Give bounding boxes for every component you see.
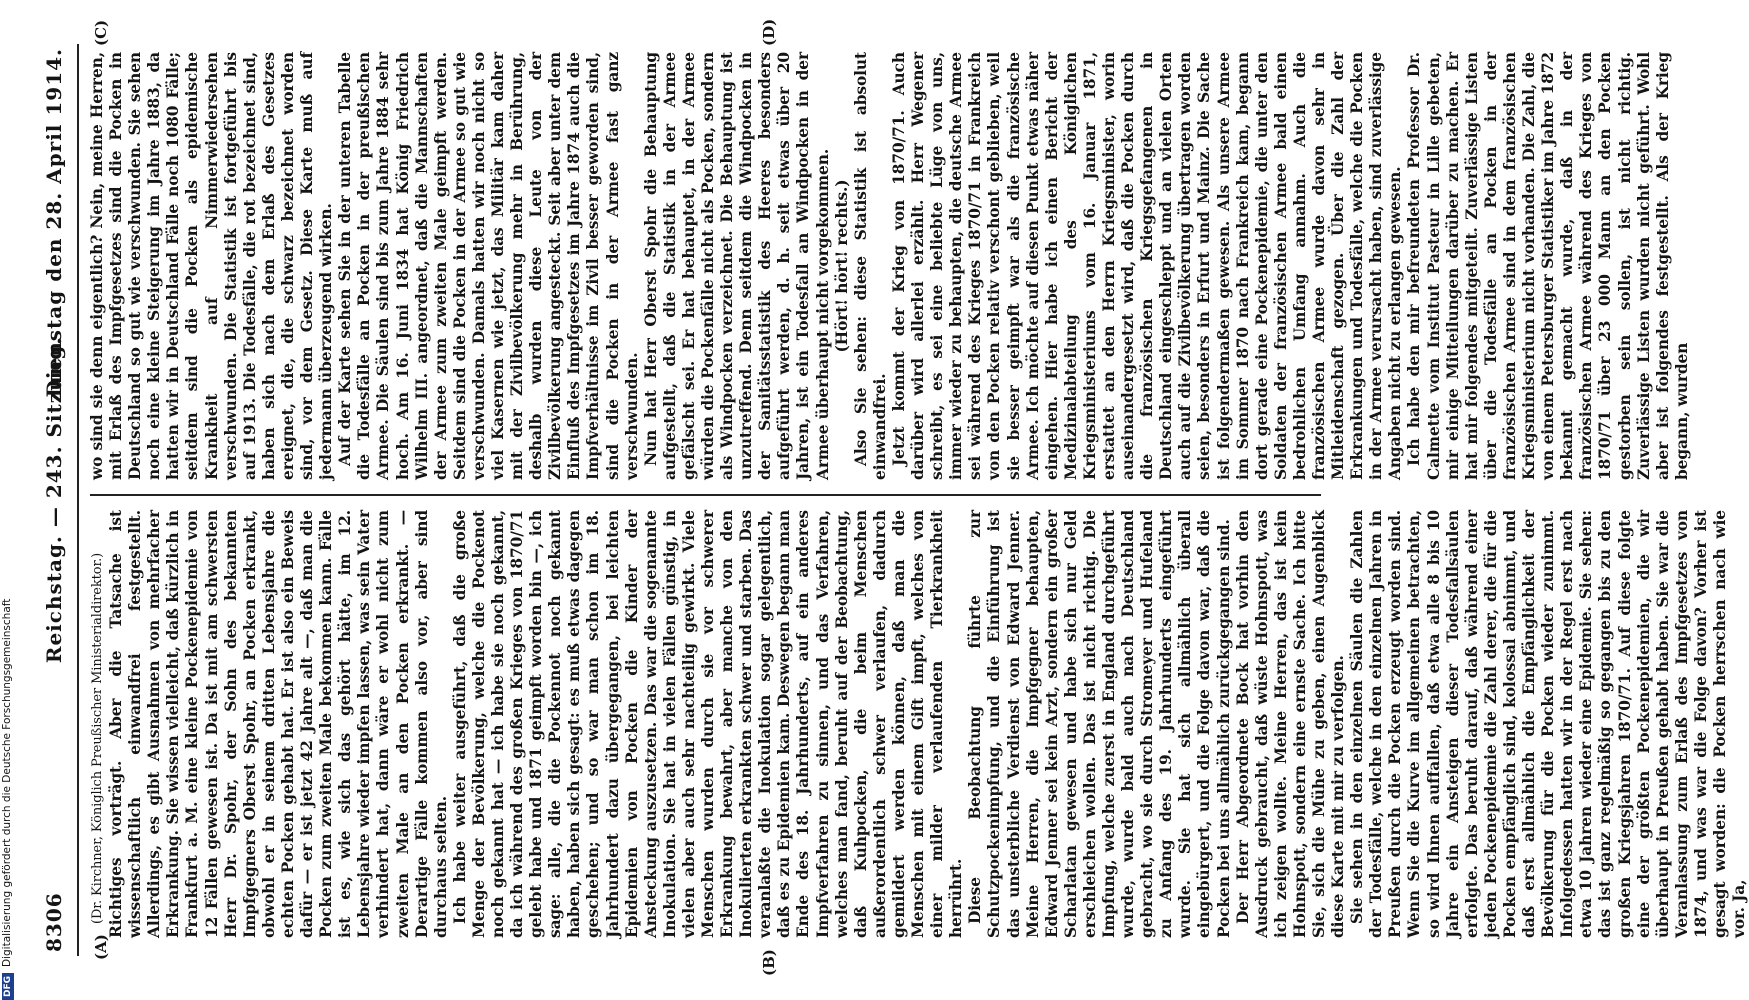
paragraph: Also Sie sehen: diese Statistik ist absolut einwandfrei. <box>851 52 889 480</box>
running-title: Reichstag. — 243. Sitzung. <box>42 336 66 664</box>
paragraph: Jetzt kommt der Krieg von 1870/71. Auch darüber wird allerlei erzählt. Herr Wegener schreibt, es sei eine beliebte Lüge von uns, immer wieder zu behaupten, die deutsche Armee sei während des Krieges 1870/71 in Frankreich von den Pocken relativ verschont geblieben, weil sie besser geimpft war als die französische Armee. Ich möchte auf diesen Punkt etwas näher eingehen. Hier habe ich einen Bericht der Medizinalabteilung des Königlichen Kriegsministeriums vom 16. Januar 1871, erstattet an den Herrn Kriegsminister, worin auseinandergesetzt wird, daß die Pocken durch die französischen Kriegsgefangenen in Deutschland eingeschleppt und an vielen Orten auch auf die Zivilbevölkerung übertragen worden seien, besonders in Erfurt und Mainz. Die Sache ist folgendermaßen gewesen. Als unsere Armee im Sommer 1870 nach Frankreich kam, begann dort gerade eine Pockenepidemie, die unter den Soldaten der französischen Armee bald einen bedrohlichen Umfang annahm. Auch die französischen Armee wurde davon sehr in Mitleidenschaft gezogen. Über die Zahl der Erkrankungen und Todesfälle, welche die Pocken in der Armee verursacht haben, sind zuverlässige Angaben nicht zu erlangen gewesen. <box>889 52 1405 480</box>
text-column-right <box>88 52 1691 480</box>
paragraph: Diese Beobachtung führte zur Schutzpockenimpfung, und die Einführung ist das unsterbliche Verdienst von Edward Jenner. Meine Herren, die Impfgegner behaupten, Edward Jenner sei kein Arzt, sondern ein großer Scharlatan gewesen und habe sich nur Geld erschleichen wollen. Das ist nicht richtig. Die Impfung, welche zuerst in England durchgeführt wurde, wurde bald auch nach Deutschland gebracht, wo sie durch Stromeyer und Hufeland zu Anfang des 19. Jahrhunderts eingeführt wurde. Sie hat sich allmählich überall eingebürgert, und die Folge davon war, daß die Pocken bei uns allmählich zurückgegangen sind. <box>966 510 1233 938</box>
paragraph: Ich habe den mir befreundeten Professor Dr. Calmette vom Institut Pasteur in Lille gebeten, mir einige Mitteilungen darüber zu machen. Er hat mir folgendes mitgeteilt. Zuverlässige Listen über die Todesfälle an Pocken in der französischen Armee sind in dem französischen Kriegsministerium nicht vorhanden. Die Zahl, die von einem Petersburger Statistiker im Jahre 1872 bekannt gemacht wurde, daß in der französischen Armee während des Krieges von 1870/71 über 23 000 Mann an den Pocken gestorben sein sollen, ist nicht richtig. Zuverlässige Listen wurden nicht geführt. Wohl aber ist folgendes festgestellt. Als der Krieg begann, wurden <box>1405 52 1691 480</box>
speaker-note: (Dr. Kirchner, Königlich Preußischer Ministerialdirektor.) <box>90 552 105 924</box>
paragraph: Richtiges vorträgt. Aber die Tatsache ist wissenschaftlich einwandfrei festgestellt. Allerdings, es gibt Ausnahmen von mehrfacher Erkrankung. Sie wissen vielleicht, daß kürzlich in Frankfurt a. M. eine kleine Pockenepidemie von 12 Fällen gewesen ist. Da ist mit am schwersten Herr Dr. Spohr, der Sohn des bekannten Impfgegners Oberst Spohr, an Pocken erkrankt, obwohl er in seinem dritten Lebensjahre die echten Pocken gehabt hat. Er ist also ein Beweis dafür — er ist jetzt 42 Jahre alt —, daß man die Pocken zum zweiten Male bekommen kann. Fälle ist es, wie sich das gehört hätte, im 12. Lebensjahre wieder impfen lassen, was sein Vater verhindert hat, dann wäre er wohl nicht zum zweiten Male an den Pocken erkrankt. — Derartige Fälle kommen also vor, aber sind durchaus selten. <box>107 510 450 938</box>
paragraph: wo sind sie denn eigentlich? Nein, meine Herren, mit Erlaß des Impfgesetzes sind die Pocken in Deutschland so gut wie verschwunden. Sie sehen noch eine kleine Steigerung im Jahre 1883, da hatten wir in Deutschland Fälle noch 1080 Fälle; seitdem sind die Pocken als epidemische Krankheit auf Nimmerwiedersehen verschwunden. Die Statistik ist fortgeführt bis auf 1913. Die Todesfälle, die rot bezeichnet sind, haben sich nach dem Erlaß des Gesetzes ereignet, die, die schwarz bezeichnet worden sind, vor dem Gesetz. Diese Karte muß auf jedermann überzeugend wirken. <box>88 52 336 480</box>
paragraph: Der Herr Abgeordnete Bock hat vorhin den Ausdruck gebraucht, daß wüste Hohnspott, was ich zeigen wollte. Meine Herren, das ist kein Hohnspott, sondern eine ernste Sache. Ich bitte Sie, sich die Mühe zu geben, einen Augenblick diese Karte mit mir zu verfolgen. <box>1233 510 1348 938</box>
paragraph: Ich habe weiter ausgeführt, daß die große Menge der Bevölkerung, welche die Pockenot noch gekannt hat — ich habe sie noch gekannt, da ich während des großen Krieges von 1870/71 gelebt habe und 1871 geimpft worden bin —, ich sage: alle, die die Pockennot noch gekannt haben, haben sich gesagt: es muß etwas dagegen geschehen; und so war man schon im 18. Jahrhundert dazu übergegangen, bei leichten Epidemien von Pocken die Kinder der Ansteckung auszusetzen. Das war die sogenannte Inokulation. Sie hat in vielen Fällen günstig, in vielen aber auch sehr nachteilig gewirkt. Viele Menschen wurden durch sie vor schwerer Erkrankung bewahrt, aber manche von den Inokulierten erkrankten schwer und starben. Das veranlaßte die Inokulation sogar gelegentlich, daß es zu Epidemien kam. Deswegen begann man Ende des 18. Jahrhunderts, auf ein anderes Impfverfahren zu sinnen, und das Verfahren, welches man fand, beruht auf der Beobachtung, daß Kuhpocken, die beim Menschen außerordentlich schwer verlaufen, dadurch gemildert werden können, daß man die Menschen mit einem Gift impft, welches von einer milder verlaufenden Tierkrankheit herrührt. <box>450 510 966 938</box>
digitization-credit <box>0 0 16 1000</box>
paragraph: Auf der Karte sehen Sie in der unteren Tabelle die Todesfälle an Pocken in der preußischen Armee. Die Säulen sind bis zum Jahre 1884 sehr hoch. Am 16. Juni 1834 hat König Friedrich Wilhelm III. angeordnet, daß die Mannschaften der Armee zum zweiten Male geimpft werden. Seitdem sind die Pocken in der Armee so gut wie verschwunden. Damals hatten wir noch nicht so viel Kasernen wie jetzt, das Militär kam daher mit der Zivilbevölkerung mehr in Berührung, deshalb wurden diese Leute von der Zivilbevölkerung angesteckt. Seit aber unter dem Einfluß des Impfgesetzes im Jahre 1874 auch die Impfverhältnisse im Zivil besser geworden sind, sind die Pocken in der Armee fast ganz verschwunden. <box>336 52 641 480</box>
text-column-left <box>88 510 1749 938</box>
margin-marker-d: (D) <box>760 18 778 46</box>
paragraph: Sie sehen in den einzelnen Säulen die Zahlen der Todesfälle, welche in den einzelnen Jahren in Preußen durch die Pocken erzeugt worden sind. Wenn Sie die Kurve im allgemeinen betrachten, so wird Ihnen auffallen, daß etwa alle 8 bis 10 Jahre ein Ansteigen dieser Todesfallsäulen erfolgte. Das beruht darauf, daß während einer jeden Pockenepidemie die Zahl derer, die für die Pocken empfänglich sind, kolossal abnimmt, und daß erst allmählich die Empfänglichkeit der Bevölkerung für die Pocken wieder zunimmt. Infolgedessen hatten wir in der Regel erst nach etwa 10 Jahren wieder eine Epidemie. Sie sehen: das ist ganz regelmäßig so gegangen bis zu den großen Kriegsjahren 1870/71. Auf diese folgte eine der größten Pockenepidemien, die wir überhaupt in Preußen gehabt haben. Sie war die Veranlassung zum Erlaß des Impfgesetzes von 1874, und was war die Folge davon? Vorher ist gesagt worden: die Pocken herrschen nach wie vor. Ja, <box>1348 510 1749 938</box>
column-divider <box>90 494 1321 496</box>
paragraph: Nun hat Herr Oberst Spohr die Behauptung aufgestellt, daß die Statistik in der Armee gefälscht sei. Er hat behauptet, in der Armee würden die Pockenfälle nicht als Pocken, sondern als Windpocken verzeichnet. Die Behauptung ist unzutreffend. Denn seitdem die Windpocken in der Sanitätsstatistik des Heeres besonders aufgeführt werden, d. h. seit etwas über 20 Jahren, ist ein Todesfall an Windpocken in der Armee überhaupt nicht vorgekommen. <box>641 52 832 480</box>
interjection: (Hört! hört! rechts.) <box>832 179 851 353</box>
margin-marker-c: (C) <box>92 19 110 46</box>
session-date: Dienstag den 28. April 1914. <box>42 48 66 398</box>
dfg-logo: DFG <box>2 973 14 1000</box>
credit-text: Digitalisierung gefördert durch die Deutsche Forschungsgemeinschaft <box>1 598 13 967</box>
header-rule <box>77 44 79 956</box>
page-number: 8306 <box>42 892 66 952</box>
margin-marker-a: (A) <box>92 934 110 960</box>
margin-marker-b: (B) <box>760 949 778 976</box>
